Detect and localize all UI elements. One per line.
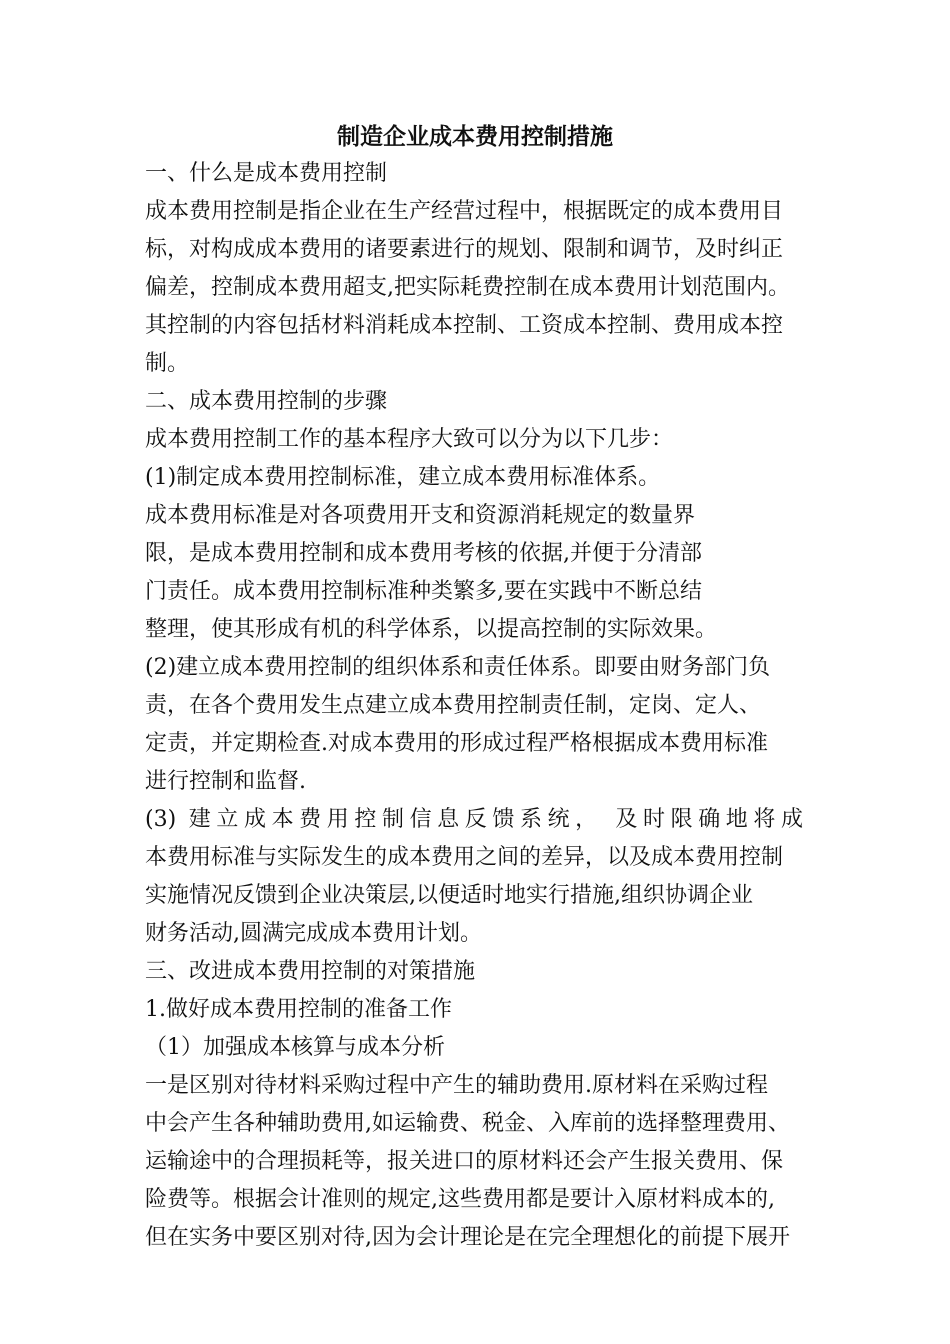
paragraph-line: 偏差，控制成本费用超支,把实际耗费控制在成本费用计划范围内。 [145, 275, 790, 300]
step-heading-2: (2)建立成本费用控制的组织体系和责任体系。即要由财务部门负 [145, 655, 771, 680]
paragraph-line: 中会产生各种辅助费用,如运输费、税金、入库前的选择整理费用、 [145, 1111, 790, 1136]
sub-item-heading: （1）加强成本核算与成本分析 [145, 1035, 445, 1060]
paragraph-line: 财务活动,圆满完成成本费用计划。 [145, 921, 482, 946]
section-heading-3: 三、改进成本费用控制的对策措施 [145, 959, 476, 984]
paragraph-line: 运输途中的合理损耗等，报关进口的原材料还会产生报关费用、保 [145, 1149, 784, 1174]
paragraph-line: 实施情况反馈到企业决策层,以便适时地实行措施,组织协调企业 [145, 883, 753, 908]
paragraph-line: 标，对构成成本费用的诸要素进行的规划、限制和调节，及时纠正 [145, 237, 784, 262]
paragraph-line: 制。 [145, 351, 190, 376]
section-heading-1: 一、什么是成本费用控制 [145, 161, 388, 186]
paragraph-line: 一是区别对待材料采购过程中产生的辅助费用.原材料在采购过程 [145, 1073, 768, 1098]
paragraph-line: 成本费用控制是指企业在生产经营过程中，根据既定的成本费用目 [145, 199, 784, 224]
paragraph-line: 整理，使其形成有机的科学体系，以提高控制的实际效果。 [145, 617, 718, 642]
paragraph-line: 限，是成本费用控制和成本费用考核的依据,并便于分清部 [145, 541, 702, 566]
paragraph-line: 但在实务中要区别对待,因为会计理论是在完全理想化的前提下展开 [145, 1225, 790, 1250]
paragraph-line: 险费等。根据会计准则的规定,这些费用都是要计入原材料成本的, [145, 1187, 775, 1212]
subsection-heading: 1.做好成本费用控制的准备工作 [145, 997, 452, 1022]
document-title: 制造企业成本费用控制措施 [337, 123, 613, 150]
paragraph-line: 责，在各个费用发生点建立成本费用控制责任制，定岗、定人、 [145, 693, 762, 718]
step-heading-1: (1)制定成本费用控制标准，建立成本费用标准体系。 [145, 465, 661, 490]
paragraph-line: 本费用标准与实际发生的成本费用之间的差异，以及成本费用控制 [145, 845, 784, 870]
paragraph-line: 成本费用控制工作的基本程序大致可以分为以下几步： [145, 427, 674, 452]
paragraph-line: 其控制的内容包括材料消耗成本控制、工资成本控制、费用成本控 [145, 313, 784, 338]
paragraph-line: 进行控制和监督. [145, 769, 306, 794]
step-heading-3: (3) 建立成本费用控制信息反馈系统， 及时限确地将成 [145, 807, 803, 832]
paragraph-line: 定责，并定期检查.对成本费用的形成过程严格根据成本费用标准 [145, 731, 768, 756]
paragraph-line: 门责任。成本费用控制标准种类繁多,要在实践中不断总结 [145, 579, 702, 604]
paragraph-line: 成本费用标准是对各项费用开支和资源消耗规定的数量界 [145, 503, 696, 528]
section-heading-2: 二、成本费用控制的步骤 [145, 389, 388, 414]
